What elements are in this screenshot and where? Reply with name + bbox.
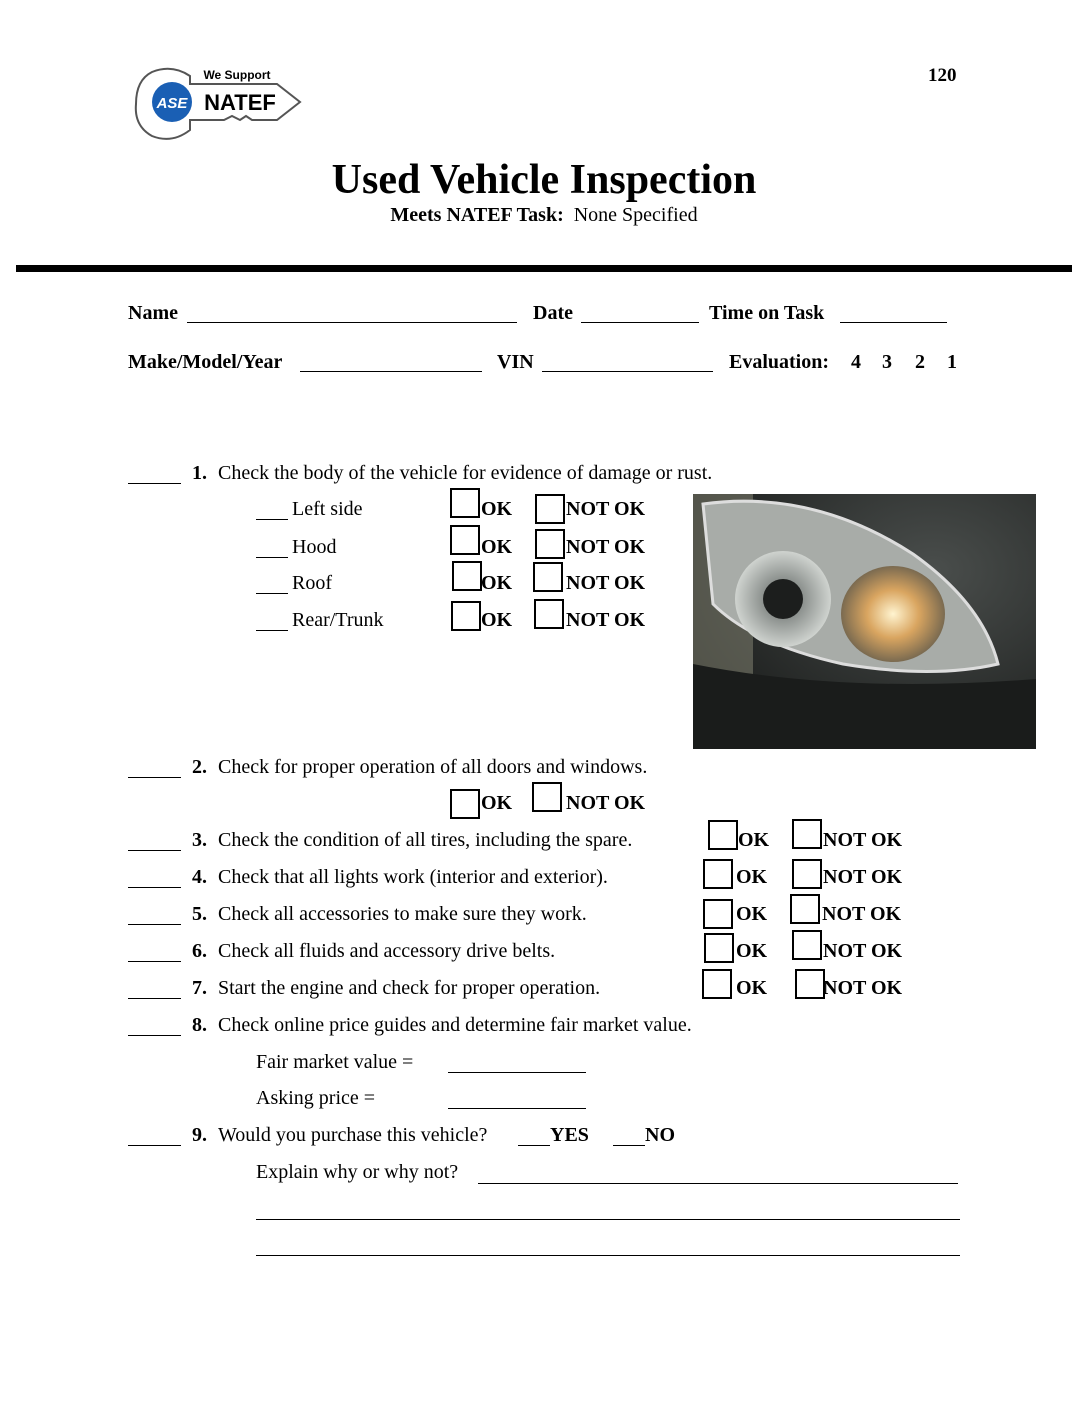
item-6-number: 6. (192, 940, 207, 962)
item-1-text: Check the body of the vehicle for evidence of damage or rust. (218, 462, 713, 484)
ok-checkbox[interactable] (702, 969, 732, 999)
ok-label: OK (736, 866, 768, 888)
ok-checkbox[interactable] (450, 525, 480, 555)
date-field[interactable] (581, 322, 699, 323)
item-8-score-blank[interactable] (128, 1035, 181, 1036)
subitem-blank[interactable] (256, 593, 288, 594)
not-ok-checkbox[interactable] (792, 819, 822, 849)
subitem-blank[interactable] (256, 557, 288, 558)
headlight-photo (693, 494, 1036, 749)
item-9-score-blank[interactable] (128, 1145, 181, 1146)
item-2-score-blank[interactable] (128, 777, 181, 778)
item-9-number: 9. (192, 1124, 207, 1146)
header-divider (16, 265, 1072, 272)
ok-checkbox[interactable] (703, 859, 733, 889)
ok-label: OK (736, 977, 768, 999)
not-ok-checkbox[interactable] (792, 930, 822, 960)
ok-label: OK (481, 498, 513, 520)
not-ok-label: NOT OK (823, 940, 903, 962)
ok-checkbox[interactable] (708, 820, 738, 850)
name-label: Name (128, 302, 178, 324)
ok-checkbox[interactable] (452, 561, 482, 591)
fair-market-value-label: Fair market value = (256, 1051, 414, 1073)
item-7-score-blank[interactable] (128, 998, 181, 999)
time-on-task-label: Time on Task (709, 302, 825, 324)
vin-label: VIN (497, 351, 534, 373)
ok-checkbox[interactable] (704, 933, 734, 963)
not-ok-label: NOT OK (566, 609, 646, 631)
not-ok-checkbox[interactable] (790, 894, 820, 924)
item-8-text: Check online price guides and determine fair market value. (218, 1014, 692, 1036)
vin-field[interactable] (542, 371, 713, 372)
ok-label: OK (481, 609, 513, 631)
svg-text:We Support: We Support (203, 68, 271, 82)
score-2[interactable]: 2 (915, 351, 925, 373)
not-ok-checkbox[interactable] (533, 562, 563, 592)
subitem-blank[interactable] (256, 519, 288, 520)
not-ok-checkbox[interactable] (535, 529, 565, 559)
explain-field-line-3[interactable] (256, 1255, 960, 1256)
date-label: Date (533, 302, 573, 324)
item-3-score-blank[interactable] (128, 850, 181, 851)
score-3[interactable]: 3 (882, 351, 892, 373)
page-title: Used Vehicle Inspection (331, 157, 757, 203)
item-6-text: Check all fluids and accessory drive belts. (218, 940, 556, 962)
item-8-number: 8. (192, 1014, 207, 1036)
item-9-text: Would you purchase this vehicle? (218, 1124, 488, 1146)
item-7-number: 7. (192, 977, 207, 999)
not-ok-checkbox[interactable] (792, 859, 822, 889)
asking-price-label: Asking price = (256, 1087, 376, 1109)
ok-label: OK (481, 792, 513, 814)
subtitle (0, 203, 1088, 227)
not-ok-label: NOT OK (566, 498, 646, 520)
time-on-task-field[interactable] (840, 322, 947, 323)
name-field[interactable] (187, 322, 517, 323)
subitem-roof: Roof (292, 572, 332, 594)
asking-price-field[interactable] (448, 1108, 586, 1109)
svg-text:ASE: ASE (156, 95, 188, 112)
not-ok-checkbox[interactable] (795, 969, 825, 999)
item-3-number: 3. (192, 829, 207, 851)
subtitle-value: None Specified (573, 204, 698, 226)
make-model-year-label: Make/Model/Year (128, 351, 283, 373)
not-ok-label: NOT OK (823, 829, 903, 851)
yes-blank[interactable] (518, 1145, 550, 1146)
make-model-year-field[interactable] (300, 371, 482, 372)
item-2-number: 2. (192, 756, 207, 778)
subtitle-label: Meets NATEF Task: (390, 204, 564, 226)
score-1[interactable]: 1 (947, 351, 957, 373)
ok-label: OK (736, 940, 768, 962)
explain-label: Explain why or why not? (256, 1161, 459, 1183)
not-ok-label: NOT OK (823, 866, 903, 888)
ok-label: OK (736, 903, 768, 925)
subitem-blank[interactable] (256, 630, 288, 631)
ok-checkbox[interactable] (451, 601, 481, 631)
item-4-number: 4. (192, 866, 207, 888)
item-3-text: Check the condition of all tires, including the spare. (218, 829, 633, 851)
evaluation-label: Evaluation: (729, 351, 830, 373)
item-5-score-blank[interactable] (128, 924, 181, 925)
subitem-rear-trunk: Rear/Trunk (292, 609, 384, 631)
not-ok-checkbox[interactable] (532, 782, 562, 812)
not-ok-label: NOT OK (822, 903, 902, 925)
item-2-text: Check for proper operation of all doors and windows. (218, 756, 648, 778)
item-4-text: Check that all lights work (interior and exterior). (218, 866, 608, 888)
ok-checkbox[interactable] (703, 899, 733, 929)
item-1-number: 1. (192, 462, 207, 484)
not-ok-checkbox[interactable] (535, 494, 565, 524)
score-4[interactable]: 4 (851, 351, 861, 373)
page-number: 120 (928, 65, 957, 86)
not-ok-label: NOT OK (823, 977, 903, 999)
item-1-score-blank[interactable] (128, 483, 181, 484)
no-blank[interactable] (613, 1145, 645, 1146)
yes-label: YES (550, 1124, 589, 1146)
subitem-left-side: Left side (292, 498, 363, 520)
not-ok-checkbox[interactable] (534, 599, 564, 629)
natef-logo (132, 62, 304, 148)
item-4-score-blank[interactable] (128, 887, 181, 888)
item-6-score-blank[interactable] (128, 961, 181, 962)
not-ok-label: NOT OK (566, 572, 646, 594)
ok-checkbox[interactable] (450, 488, 480, 518)
fair-market-value-field[interactable] (448, 1072, 586, 1073)
ok-label: OK (738, 829, 770, 851)
subitem-hood: Hood (292, 536, 337, 558)
not-ok-label: NOT OK (566, 536, 646, 558)
no-label: NO (645, 1124, 675, 1146)
item-5-text: Check all accessories to make sure they work. (218, 903, 587, 925)
ok-checkbox[interactable] (450, 789, 480, 819)
explain-field-line-2[interactable] (256, 1219, 960, 1220)
ok-label: OK (481, 536, 513, 558)
ok-label: OK (481, 572, 513, 594)
svg-text:NATEF: NATEF (204, 90, 276, 115)
not-ok-label: NOT OK (566, 792, 646, 814)
explain-field-line-1[interactable] (478, 1183, 958, 1184)
item-5-number: 5. (192, 903, 207, 925)
item-7-text: Start the engine and check for proper operation. (218, 977, 601, 999)
